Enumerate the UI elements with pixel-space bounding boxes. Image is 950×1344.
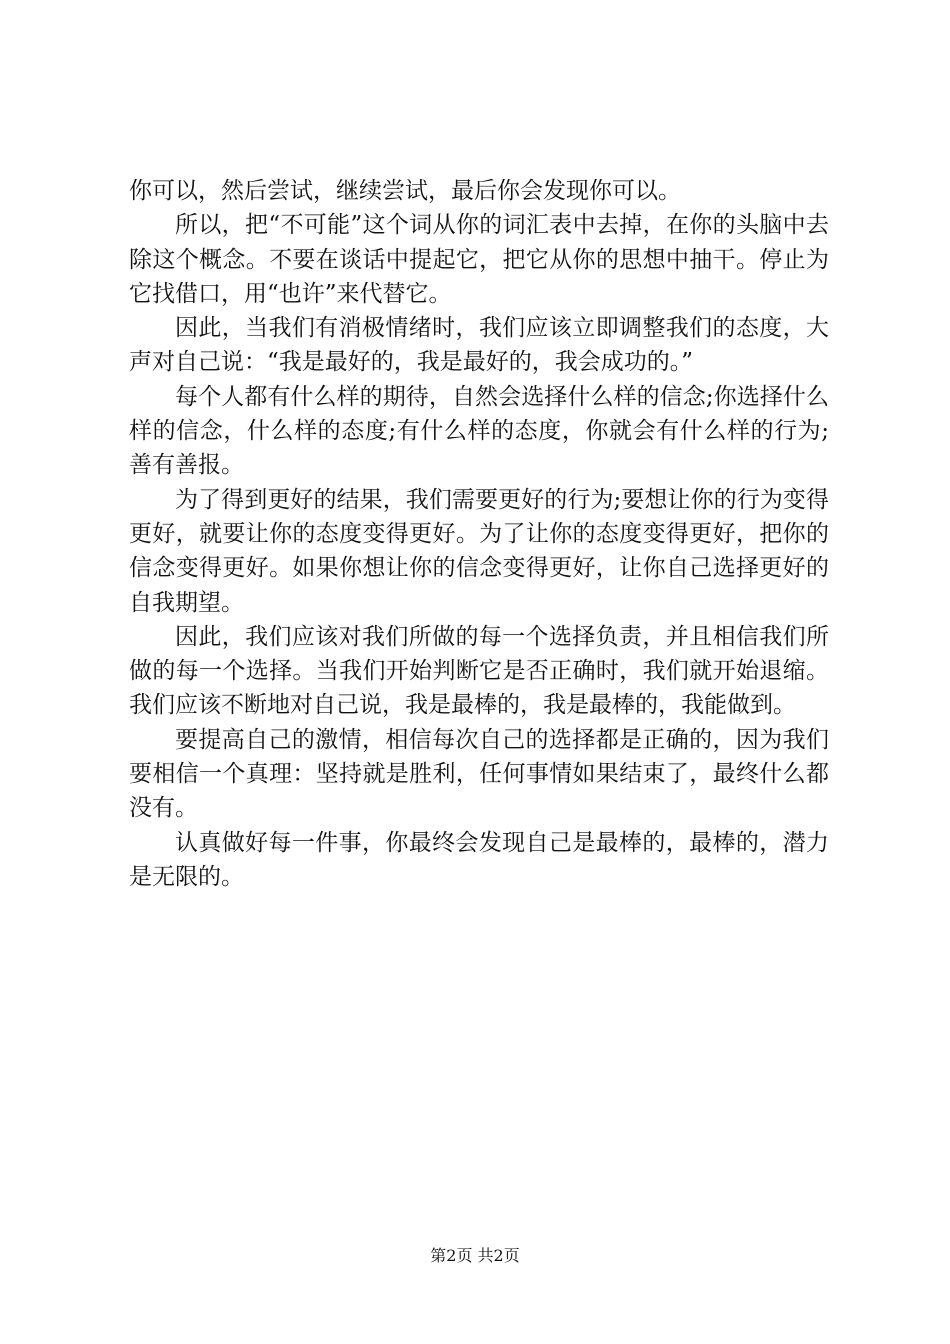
paragraph: 认真做好每一件事，你最终会发现自己是最棒的，最棒的，潜力是无限的。 — [129, 829, 829, 890]
paragraph: 所以，把“不可能”这个词从你的词汇表中去掉，在你的头脑中去除这个概念。不要在谈话中提起它，把它从你的思想中抽干。停止为它找借口，用“也许”来代替它。 — [129, 212, 829, 307]
paragraph: 要提高自己的激情，相信每次自己的选择都是正确的，因为我们要相信一个真理：坚持就是胜利，任何事情如果结束了，最终什么都没有。 — [129, 726, 829, 822]
paragraph: 为了得到更好的结果，我们需要更好的行为;要想让你的行为变得更好，就要让你的态度变得更好。为了让你的态度变得更好，把你的信念变得更好。如果你想让你的信念变得更好，让你自己选择更好的自我期望。 — [129, 486, 829, 616]
paragraph: 因此，当我们有消极情绪时，我们应该立即调整我们的态度，大声对自己说：“我是最好的，我是最好的，我会成功的。” — [129, 315, 829, 376]
document-body — [129, 174, 829, 894]
page-footer: 第2页 共2页 — [430, 1246, 520, 1265]
paragraph: 因此，我们应该对我们所做的每一个选择负责，并且相信我们所做的每一个选择。当我们开始判断它是否正确时，我们就开始退缩。我们应该不断地对自己说，我是最棒的，我是最棒的，我能做到。 — [129, 623, 829, 719]
paragraph: 每个人都有什么样的期待，自然会选择什么样的信念;你选择什么样的信念，什么样的态度;有什么样的态度，你就会有什么样的行为;善有善报。 — [129, 383, 829, 479]
paragraph: 你可以，然后尝试，继续尝试，最后你会发现你可以。 — [129, 178, 681, 204]
